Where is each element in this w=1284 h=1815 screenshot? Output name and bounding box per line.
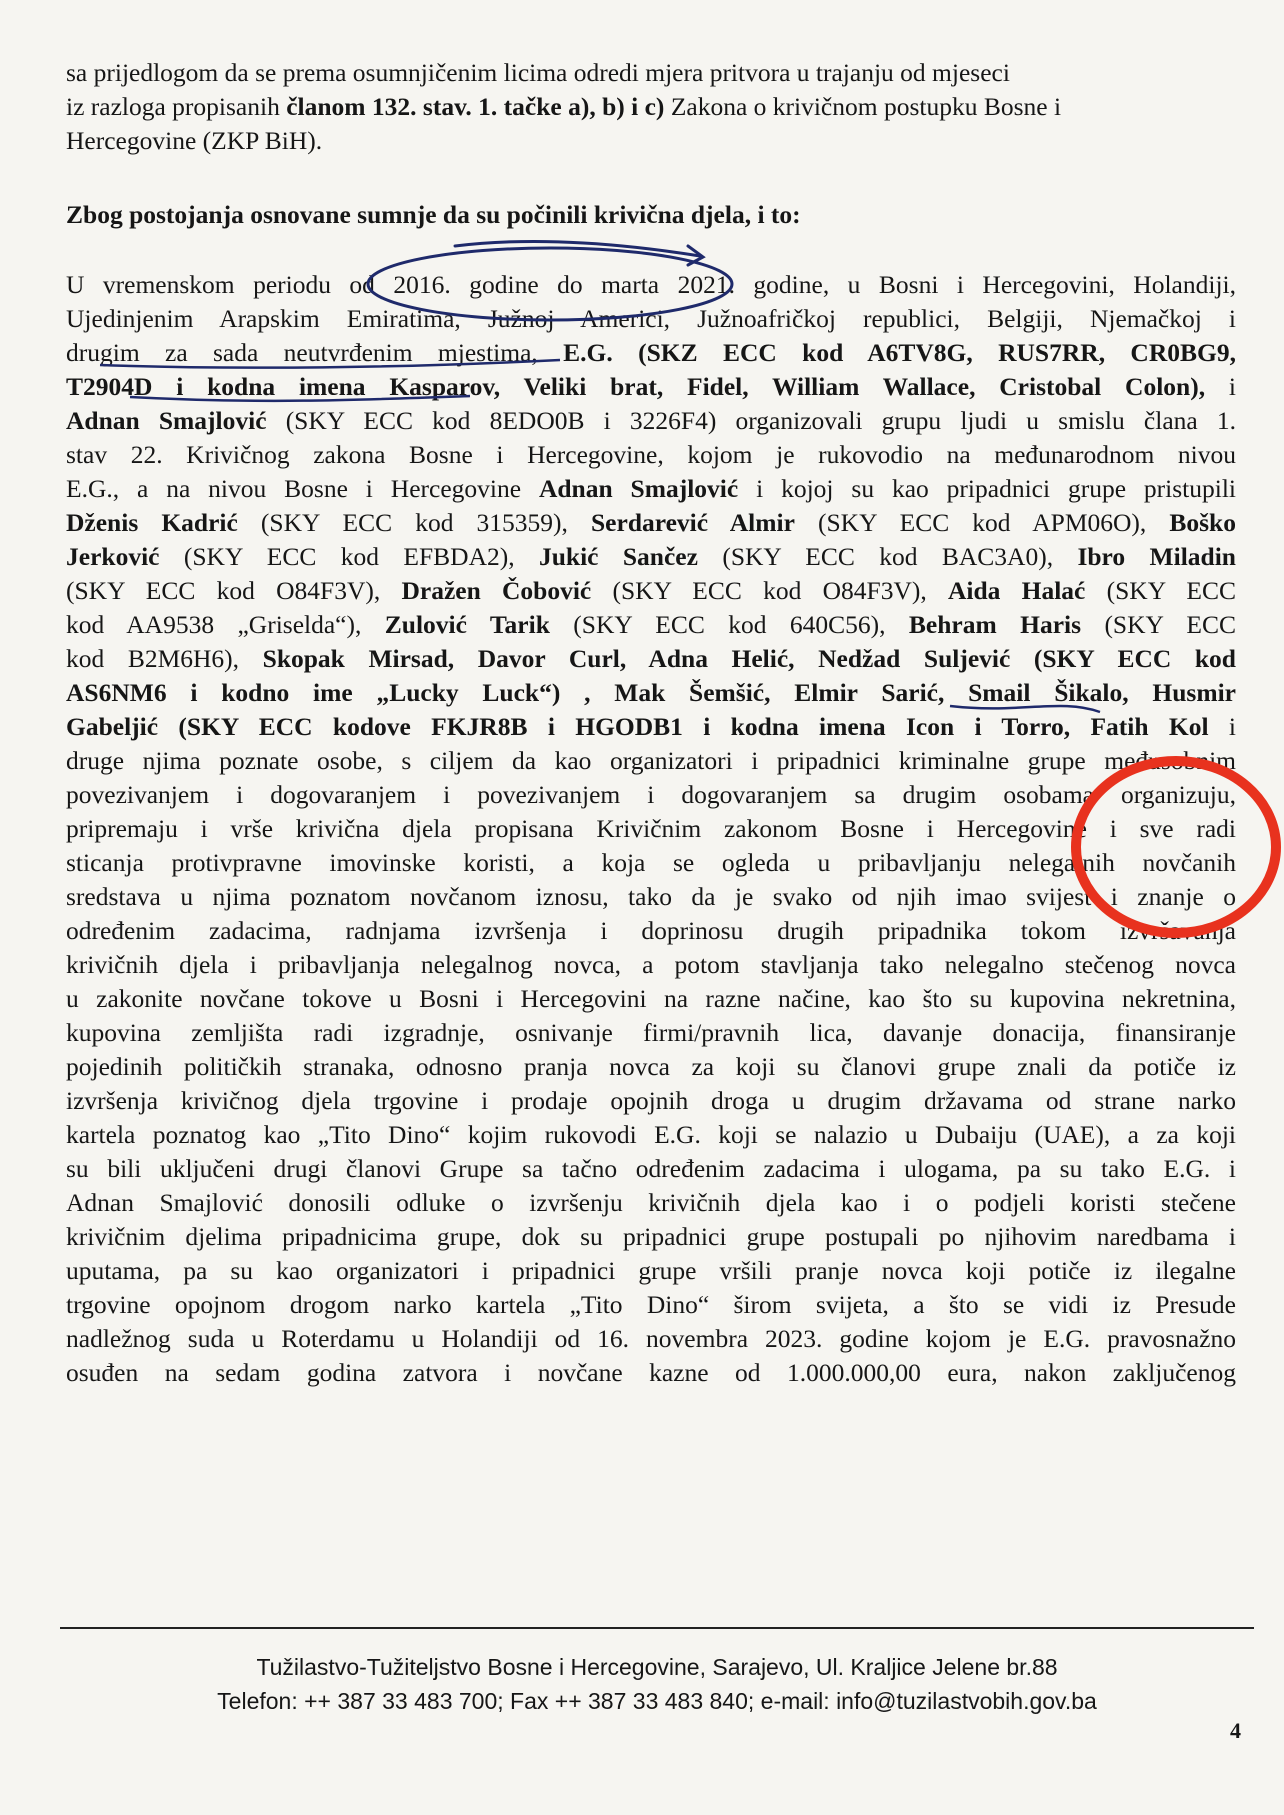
text-line: nadležnog suda u Roterdamu u Holandiji od 16. novembra 2023. godine kojom je E.G. pravosnažno bbox=[66, 1324, 1236, 1353]
text-line: U vremenskom periodu od 2016. godine do marta 2021. godine, u Bosni i Hercegovini, Holandiji, bbox=[66, 270, 1236, 299]
text-line: trgovine opojnom drogom narko kartela „Tito Dino“ širom svijeta, a što se vidi iz Presude bbox=[66, 1290, 1236, 1319]
section-heading: Zbog postojanja osnovane sumnje da su počinili krivična djela, i to: bbox=[66, 200, 801, 229]
text-line: (SKY ECC kod O84F3V), Dražen Čobović (SKY ECC kod O84F3V), Aida Halać (SKY ECC bbox=[66, 576, 1236, 605]
text-line: povezivanjem i dogovaranjem i povezivanjem i dogovaranjem sa drugim osobama organizuju, bbox=[66, 780, 1236, 809]
text-line: AS6NM6 i kodno ime „Lucky Luck“) , Mak Šemšić, Elmir Sarić, Smail Šikalo, Husmir bbox=[66, 678, 1236, 707]
text-line: kupovina zemljišta radi izgradnje, osnivanje firmi/pravnih lica, davanje donacija, finansiranje bbox=[66, 1018, 1236, 1047]
text-line: uputama, pa su kao organizatori i pripadnici grupe vršili pranje novca koji potiče iz ilegalne bbox=[66, 1256, 1236, 1285]
text-line: pripremaju i vrše krivična djela propisana Krivičnim zakonom Bosne i Hercegovine i sve radi bbox=[66, 814, 1236, 843]
text-line: druge njima poznate osobe, s ciljem da kao organizatori i pripadnici kriminalne grupe međusobnim bbox=[66, 746, 1236, 775]
text-line: sredstava u njima poznatom novčanom iznosu, tako da je svako od njih imao svijest i znanje o bbox=[66, 882, 1236, 911]
text-line: Jerković (SKY ECC kod EFBDA2), Jukić Sančez (SKY ECC kod BAC3A0), Ibro Miladin bbox=[66, 542, 1236, 571]
text-line: Dženis Kadrić (SKY ECC kod 315359), Serdarević Almir (SKY ECC kod APM06O), Boško bbox=[66, 508, 1236, 537]
text-line: drugim za sada neutvrđenim mjestima, E.G. (SKZ ECC kod A6TV8G, RUS7RR, CR0BG9, bbox=[66, 338, 1236, 367]
text-line: su bili uključeni drugi članovi Grupe sa tačno određenim zadacima i ulogama, pa su tako E.G. i bbox=[66, 1154, 1236, 1183]
text-line: sa prijedlogom da se prema osumnjičenim licima odredi mjera pritvora u trajanju od mjeseci bbox=[66, 58, 1010, 87]
text-line: pojedinih političkih stranaka, odnosno pranja novca za koji su članovi grupe znali da potiče iz bbox=[66, 1052, 1236, 1081]
text-line: u zakonite novčane tokove u Bosni i Hercegovini na razne načine, kao što su kupovina nekretnina, bbox=[66, 984, 1236, 1013]
footer-contact: Telefon: ++ 387 33 483 700; Fax ++ 387 33 483 840; e-mail: info@tuzilastvobih.gov.ba bbox=[217, 1688, 1097, 1714]
footer-divider bbox=[60, 1627, 1254, 1629]
text-line: određenim zadacima, radnjama izvršenja i doprinosu drugih pripadnika tokom izvršavanja bbox=[66, 916, 1236, 945]
text-line: Gabeljić (SKY ECC kodove FKJR8B i HGODB1 i kodna imena Icon i Torro, Fatih Kol i bbox=[66, 712, 1236, 741]
text-line: sticanja protivpravne imovinske koristi, a koja se ogleda u pribavljanju nelegalnih novčanih bbox=[66, 848, 1236, 877]
text-line: Adnan Smajlović donosili odluke o izvršenju krivičnih djela kao i o podjeli koristi stečene bbox=[66, 1188, 1236, 1217]
text-line: kartela poznatog kao „Tito Dino“ kojim rukovodi E.G. koji se nalazio u Dubaiju (UAE), a za koji bbox=[66, 1120, 1236, 1149]
text-line: kod B2M6H6), Skopak Mirsad, Davor Curl, Adna Helić, Nedžad Suljević (SKY ECC kod bbox=[66, 644, 1236, 673]
text-line: Ujedinjenim Arapskim Emiratima, Južnoj Americi, Južnoafričkoj republici, Belgiji, Njemačkoj i bbox=[66, 304, 1236, 333]
pen-arrow bbox=[455, 241, 700, 256]
text-line: izvršenja krivičnog djela trgovine i prodaje opojnih droga u drugim državama od strane narko bbox=[66, 1086, 1236, 1115]
text-line: stav 22. Krivičnog zakona Bosne i Hercegovine, kojom je rukovodio na međunarodnom nivou bbox=[66, 440, 1236, 469]
pen-arrow-head bbox=[688, 246, 703, 265]
footer-address: Tužilastvo-Tužiteljstvo Bosne i Hercegovine, Sarajevo, Ul. Kraljice Jelene br.88 bbox=[256, 1654, 1058, 1680]
text-line: T2904D i kodna imena Kasparov, Veliki brat, Fidel, William Wallace, Cristobal Colon), i bbox=[66, 372, 1236, 401]
text-line: kod AA9538 „Griselda“), Zulović Tarik (SKY ECC kod 640C56), Behram Haris (SKY ECC bbox=[66, 610, 1236, 639]
text-line: E.G., a na nivou Bosne i Hercegovine Adnan Smajlović i kojoj su kao pripadnici grupe pristupili bbox=[66, 474, 1237, 503]
text-line: Adnan Smajlović (SKY ECC kod 8EDO0B i 3226F4) organizovali grupu ljudi u smislu člana 1. bbox=[66, 406, 1236, 435]
text-line: iz razloga propisanih članom 132. stav. 1. tačke a), b) i c) Zakona o krivičnom postupku Bosne i bbox=[66, 92, 1062, 121]
text-line: osuđen na sedam godina zatvora i novčane kazne od 1.000.000,00 eura, nakon zaključenog bbox=[66, 1358, 1236, 1387]
page-number: 4 bbox=[1230, 1718, 1241, 1743]
text-line: krivičnim djelima pripadnicima grupe, dok su pripadnici grupe postupali po njihovim naredbama i bbox=[66, 1222, 1236, 1251]
text-line: krivičnih djela i pribavljanja nelegalnog novca, a potom stavljanja tako nelegalno stečenog novca bbox=[66, 950, 1236, 979]
text-line: Hercegovine (ZKP BiH). bbox=[66, 126, 323, 155]
